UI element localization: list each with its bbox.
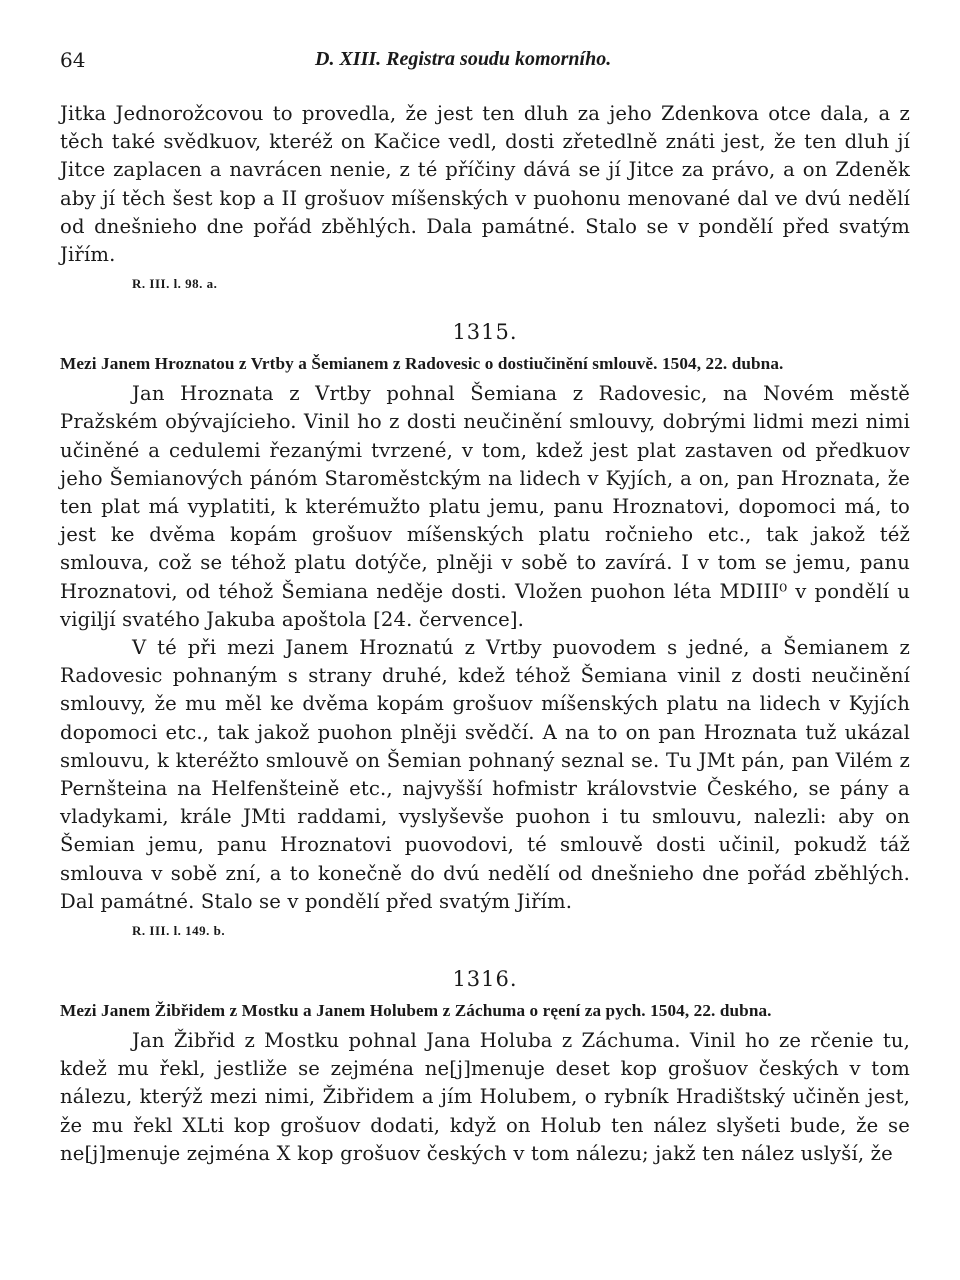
archival-reference: R. III. l. 149. b. xyxy=(132,923,226,939)
running-title: D. XIII. Registra soudu komorního. xyxy=(315,48,612,70)
archival-reference: R. III. l. 98. a. xyxy=(132,276,218,292)
entry-1315 xyxy=(60,318,910,941)
entry-summary: Mezi Janem Žibřidem z Mostku a Janem Holubem z Záchuma o ręení za pych. 1504, 22. dubna. xyxy=(60,1001,772,1021)
page-header xyxy=(60,48,910,76)
preamble-paragraph: Jitka Jednorožcovou to provedla, že jest ten dluh za jeho Zdenkova otce dala, a z těch také svědkuov, kteréž on Kačice vedl, dosti zřetedlně znáti jest, že ten dluh jí Jitce zaplacen a navrácen nenie, z té příčiny dává se jí Jitce za právo, a on Zdeněk aby jí těch šest kop a II grošuov míšenských v puohonu menované dal ve dvú nedělí od dnešnieho dne pořád zběhlých. Dala památné. Stalo se v pondělí před svatým Jiřím. xyxy=(60,102,910,267)
entry-summary: Mezi Janem Hroznatou z Vrtby a Šemianem z Radovesic o dostiučinění smlouvě. 1504, 22. dubna. xyxy=(60,354,784,374)
entry-paragraph: V té při mezi Janem Hroznatú z Vrtby puovodem s jedné, a Šemianem z Radovesic pohnaným s strany druhé, kdež téhož Šemiana vinil z dosti neučinění smlouvy, že mu měl ke dvěma kopám grošuov míšenských platu na lidech v Kyjích dopomoci etc., tak jakož puohon plněji svědčí. A na to on pan Hroznata tuž ukázal smlouvu, k kteréžto smlouvě on Šemian pohnaný seznal se. Tu JMt pán, pan Vilém z Pernšteina na Helfenšteině etc., najvyšší hofmistr královstvie Českého, se pány a vladykami, krále JMti raddami, vyslyševše puohon i tu smlouvu, nalezli: aby on Šemian jemu, panu Hroznatovi puovodovi, té smlouvě dosti učinil, pokudž táž smlouva v sobě zní, a to konečně do dvú nedělí od dnešnieho dne pořád zběhlých. Dal památné. Stalo se v pondělí před svatým Jiřím. xyxy=(60,636,910,913)
page-number: 64 xyxy=(60,48,86,72)
page-body xyxy=(60,100,910,1168)
entry-number: 1316. xyxy=(452,967,518,992)
entry-1316 xyxy=(60,965,910,1168)
entry-paragraph: Jan Žibřid z Mostku pohnal Jana Holuba z Záchuma. Vinil ho ze rčenie tu, kdež mu řekl, jestliže se zejména ne[j]menuje deset kop grošuov českých v tom nálezu, kterýž mezi nimi, Žibřidem a jím Holubem, o rybník Hradištský učiněn jest, že mu řekl XLti kop grošuov dodati, když on Holub ten nález slyšeti bude, že se ne[j]menuje zejména X kop grošuov českých v tom nálezu; jakž ten nález uslyší, že xyxy=(60,1029,910,1165)
entry-paragraph: Jan Hroznata z Vrtby pohnal Šemiana z Radovesic, na Novém městě Pražském obývajícieho. Vinil ho z dosti neučinění smlouvy, dobrými lidmi mezi nimi učiněné a cedulemi řezanými tvrzené, v tom, kdež jest plat zastaven od předkuov jeho Šemianových pánóm Staroměstckým na lidech v Kyjích, a on, pan Hroznata, že ten plat má vyplatiti, k kterémužto platu jemu, panu Hroznatovi, dopomoci má, to jest ke dvěma kopám grošuov míšenských platu ročnieho etc., tak jakož též smlouva, což se téhož platu dotýče, plněji v sobě to zavírá. I v tom se jemu, panu Hroznatovi, od téhož Šemiana neděje dosti. Vložen puohon léta MDIII⁰ v pondělí u vigiljí svatého Jakuba apoštola [24. července]. xyxy=(60,382,910,631)
entry-number: 1315. xyxy=(452,320,518,345)
